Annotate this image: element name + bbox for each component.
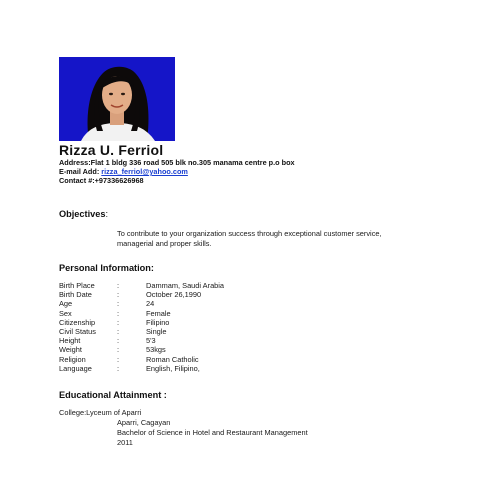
personal-info-separator: : [117, 363, 120, 373]
personal-info-label: Age [59, 299, 73, 309]
personal-info-separator: : [117, 317, 120, 327]
personal-info-value: Roman Catholic [146, 354, 199, 364]
personal-info-separator: : [117, 290, 120, 300]
personal-info-separator: : [117, 345, 120, 355]
personal-info-separator: : [117, 354, 120, 364]
personal-info-value: October 26,1990 [146, 290, 202, 300]
candidate-name: Rizza U. Ferriol [59, 142, 164, 158]
education-college: College:Lyceum of Aparri [59, 408, 142, 417]
personal-info-value: Female [146, 308, 171, 318]
personal-info-separator: : [117, 299, 120, 309]
education-heading: Educational Attainment : [59, 390, 167, 400]
email-line [59, 167, 188, 176]
objectives-text: To contribute to your organization success through exceptional customer service, managerial and proper skills. [117, 229, 382, 248]
personal-info-value: 53kgs [146, 345, 166, 355]
profile-photo [59, 57, 175, 141]
personal-info-label: Birth Place [59, 281, 95, 290]
personal-info-label: Citizenship [59, 317, 96, 327]
personal-info-value: 24 [146, 299, 155, 309]
objectives-colon: : [105, 209, 109, 219]
objectives-heading [59, 209, 108, 219]
personal-info-separator: : [117, 281, 120, 290]
personal-info-separator: : [117, 308, 120, 318]
personal-info-separator: : [117, 336, 120, 346]
education-degree: Bachelor of Science in Hotel and Restaurant Management [117, 428, 308, 437]
personal-info-separator: : [117, 327, 120, 336]
personal-info-label: Sex [59, 308, 72, 318]
education-location: Aparri, Cagayan [117, 418, 171, 427]
personal-info-label: Civil Status [59, 327, 96, 336]
email-label: E-mail Add: [59, 167, 102, 176]
personal-info-value: Dammam, Saudi Arabia [146, 281, 225, 290]
personal-info-heading: Personal Information: [59, 263, 154, 273]
personal-info-value: 5'3 [146, 336, 156, 346]
objectives-title: Objectives [59, 209, 106, 219]
address-line: Address:Flat 1 bldg 336 road 505 blk no.305 manama centre p.o box [59, 158, 295, 167]
personal-info-value: Single [146, 327, 167, 336]
personal-info-label: Language [59, 363, 92, 373]
personal-info-label: Height [59, 336, 81, 346]
contact-number-line: Contact #:+97336626968 [59, 176, 144, 185]
education-year: 2011 [117, 438, 133, 447]
email-link[interactable]: rizza_ferriol@yahoo.com [101, 167, 188, 176]
personal-info-label: Weight [59, 345, 82, 355]
personal-info-label: Birth Date [59, 290, 92, 300]
personal-info-value: Filipino [146, 317, 170, 327]
personal-info-label: Religion [59, 354, 86, 364]
personal-info-value: English, Filipino, [146, 363, 200, 373]
